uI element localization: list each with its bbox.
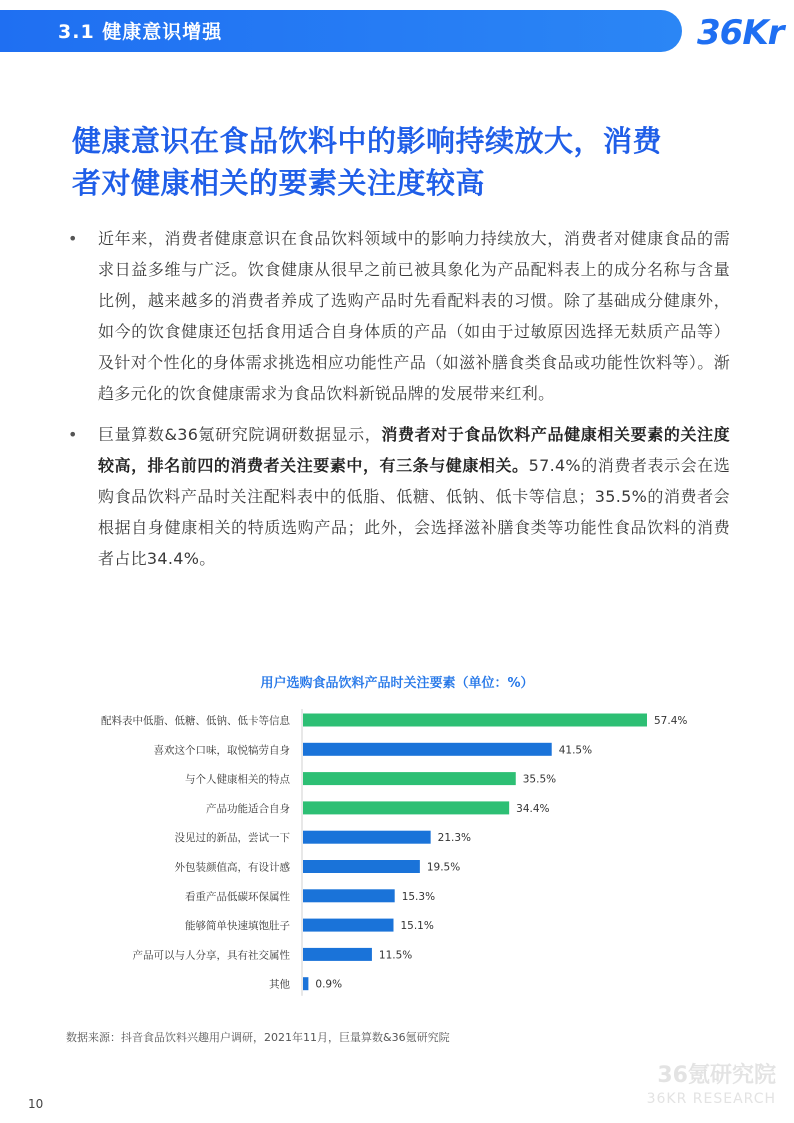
bar-value-label: 35.5%: [522, 773, 557, 786]
category-label: 外包装颜值高，有设计感: [174, 861, 290, 874]
data-source-note: 数据来源：抖音食品饮料兴趣用户调研，2021年11月，巨量算数&36氪研究院: [66, 1031, 450, 1044]
bullet-text-intro: 巨量算数&36氪研究院调研数据显示，: [98, 425, 382, 444]
bullet-list: [66, 223, 730, 584]
bar-chart: [0, 705, 794, 1015]
bar: [303, 801, 509, 814]
36kr-logo: [697, 8, 794, 54]
bullet-item: [66, 419, 730, 574]
headline-line-2: 者对健康相关的要素关注度较高: [72, 166, 486, 200]
bar-value-label: 15.3%: [401, 890, 436, 903]
bullet-text-detail: 57.4%的消费者表示会在选购食品饮料产品时关注配料表中的低脂、低糖、低钠、低卡等信息；35.5%的消费者会根据自身健康相关的特质选购产品；此外，会选择滋补膳食类等功能性食品饮料的消费者占比34.4%。: [98, 456, 730, 568]
bullet-marker: •: [68, 229, 78, 248]
bullet-text-emphasis: 消费者对于食品饮料产品健康相关要素的关注度较高，排名前四的消费者关注要素中，有三条与健康相关。: [98, 425, 730, 475]
bar: [303, 772, 516, 785]
bar: [303, 948, 372, 961]
chart-title: 用户选购食品饮料产品时关注要素（单位：%）: [260, 676, 534, 691]
category-label: 没见过的新品，尝试一下: [174, 832, 290, 845]
bar: [303, 860, 420, 873]
page-number: 10: [28, 1097, 44, 1111]
bar: [303, 977, 308, 990]
bullet-item: [66, 223, 730, 409]
bar: [303, 831, 431, 844]
bar-value-label: 21.3%: [437, 832, 472, 845]
watermark-line-2: 36KR RESEARCH: [646, 1091, 776, 1107]
headline-line-1: 健康意识在食品饮料中的影响持续放大，消费: [72, 124, 663, 158]
category-label: 看重产品低碳环保属性: [185, 890, 290, 903]
bullet-text: 近年来，消费者健康意识在食品饮料领域中的影响力持续放大，消费者对健康食品的需求日益多维与广泛。饮食健康从很早之前已被具象化为产品配料表上的成分名称与含量比例，越来越多的消费者养成了选购产品时先看配料表的习惯。除了基础成分健康外，如今的饮食健康还包括食用适合自身体质的产品（如由于过敏原因选择无麸质产品等）及针对个性化的身体需求挑选相应功能性产品（如滋补膳食类食品或功能性饮料等）。渐趋多元化的饮食健康需求为食品饮料新锐品牌的发展带来红利。: [98, 229, 730, 403]
bar: [303, 919, 393, 932]
bullet-marker: •: [68, 425, 78, 444]
watermark-line-1: 36氪研究院: [657, 1063, 776, 1088]
category-label: 其他: [269, 978, 290, 991]
bar-value-label: 15.1%: [400, 920, 434, 933]
bar-value-label: 34.4%: [516, 802, 550, 815]
bar-value-label: 11.5%: [378, 949, 413, 962]
bar-value-label: 0.9%: [315, 978, 343, 991]
bullet-text: [98, 419, 730, 574]
bar-value-label: 41.5%: [558, 744, 593, 757]
category-label: 产品功能适合自身: [206, 802, 290, 815]
category-label: 喜欢这个口味，取悦犒劳自身: [153, 744, 290, 757]
bar-value-label: 57.4%: [654, 715, 688, 727]
category-label: 与个人健康相关的特点: [185, 773, 290, 786]
category-label: 产品可以与人分享，具有社交属性: [132, 949, 290, 962]
bar-value-label: 19.5%: [426, 861, 461, 874]
36kr-research-watermark: [628, 1058, 778, 1108]
logo-text: 36Kr: [697, 13, 784, 53]
category-label: 配料表中低脂、低糖、低钠、低卡等信息: [101, 715, 290, 727]
bar: [303, 714, 647, 727]
bar: [303, 889, 395, 902]
bar: [303, 743, 552, 756]
category-label: 能够简单快速填饱肚子: [185, 920, 290, 933]
section-title: 3.1 健康意识增强: [58, 21, 223, 43]
page-headline: [72, 120, 742, 204]
